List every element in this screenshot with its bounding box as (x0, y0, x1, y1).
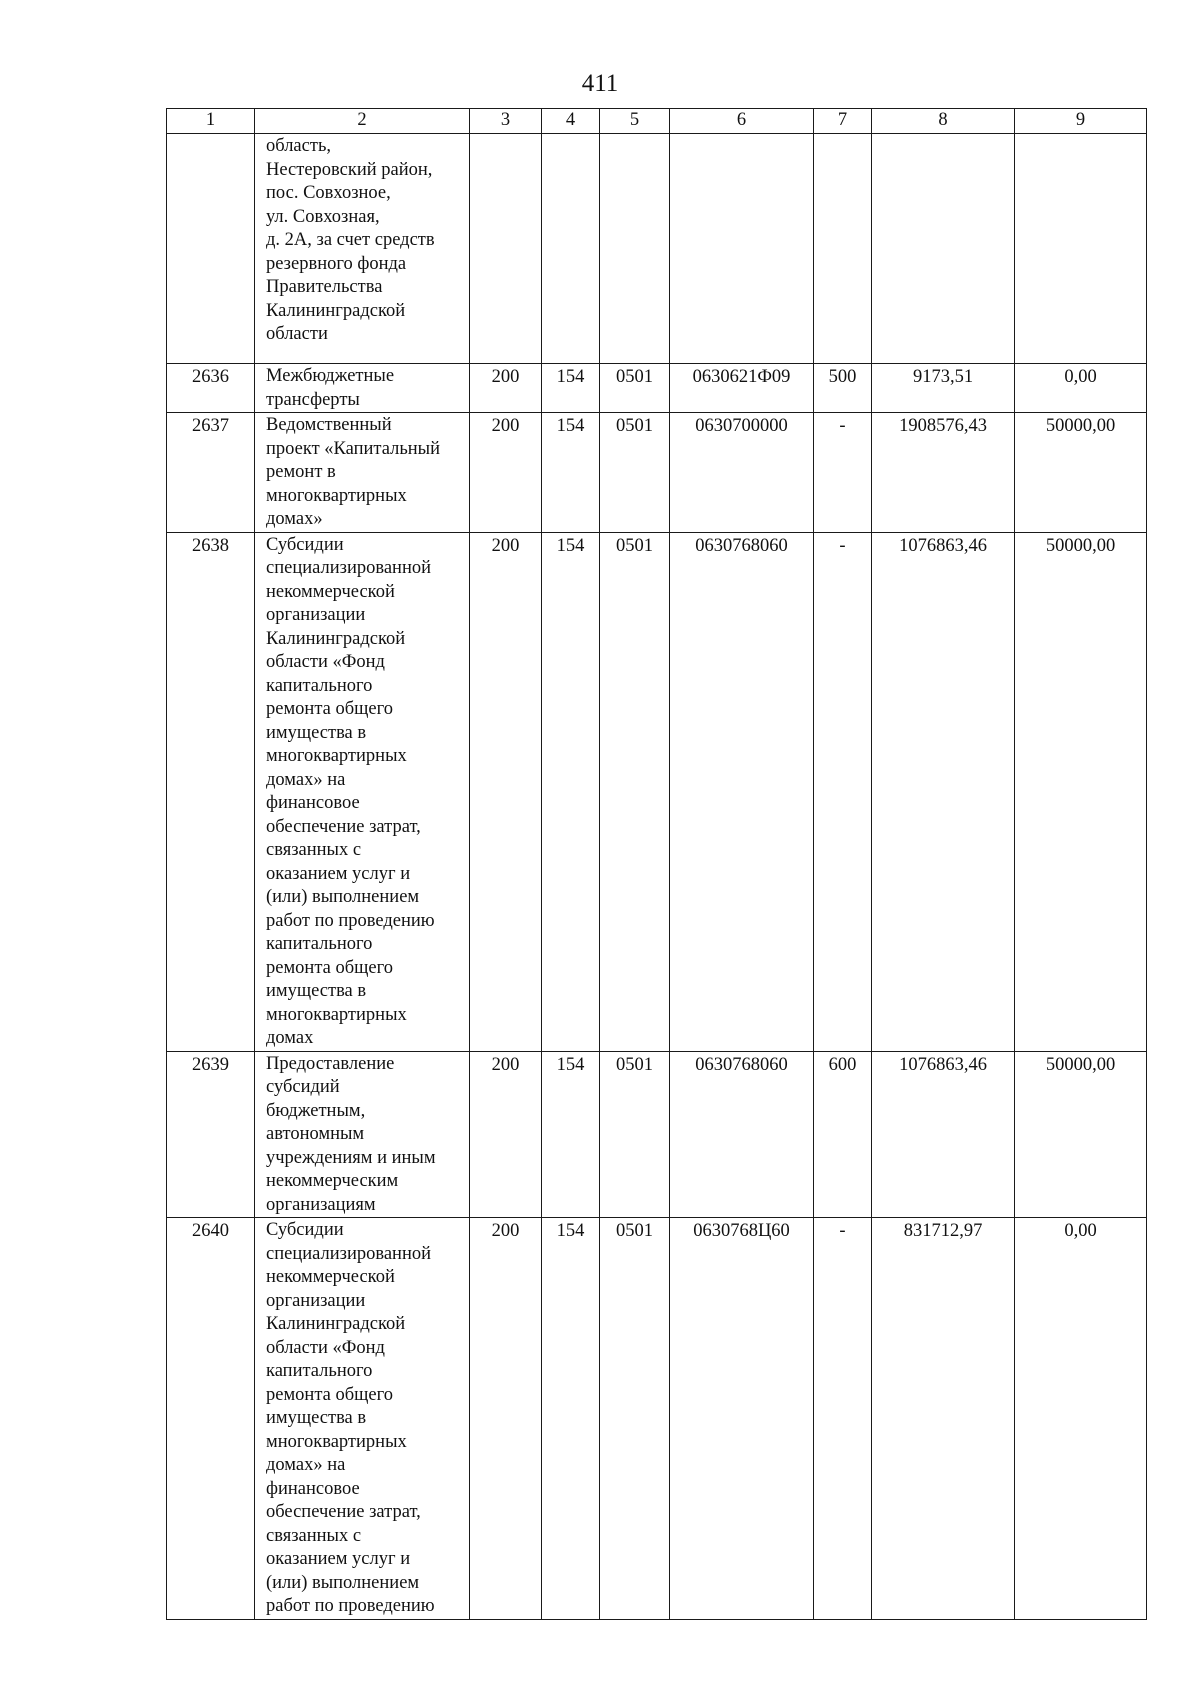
header-cell: 4 (542, 109, 600, 134)
table-body (167, 134, 1147, 1620)
row-name-cell: Субсидии специализированной некоммерческой организации Калининградской области «Фонд капитального ремонта общего имущества в многоквартирных домах» на финансовое обеспечение затрат, связанных с оказанием услуг и (или) выполнением работ по проведению (255, 1218, 470, 1620)
table-header-row (167, 109, 1147, 134)
amount-cell: 0,00 (1015, 1218, 1147, 1620)
amount-cell: 9173,51 (872, 364, 1015, 413)
code-cell: 0501 (600, 364, 670, 413)
header-cell: 3 (470, 109, 542, 134)
amount-cell: 50000,00 (1015, 532, 1147, 1051)
table-row (167, 134, 1147, 364)
row-number-cell: 2636 (167, 364, 255, 413)
header-cell: 8 (872, 109, 1015, 134)
amount-cell: 50000,00 (1015, 1051, 1147, 1218)
row-number-cell: 2640 (167, 1218, 255, 1620)
table-row (167, 1218, 1147, 1620)
amount-cell: 1908576,43 (872, 413, 1015, 533)
amount-cell: 50000,00 (1015, 413, 1147, 533)
code-cell: 0501 (600, 532, 670, 1051)
code-cell (600, 134, 670, 364)
code-cell: 200 (470, 364, 542, 413)
page-number: 411 (581, 70, 619, 97)
table-row (167, 1051, 1147, 1218)
row-number-cell: 2639 (167, 1051, 255, 1218)
code-cell: 0501 (600, 413, 670, 533)
amount-cell (872, 134, 1015, 364)
row-name-cell: Ведомственный проект «Капитальный ремонт в многоквартирных домах» (255, 413, 470, 533)
row-name-cell: Межбюджетные трансферты (255, 364, 470, 413)
code-cell: 200 (470, 1218, 542, 1620)
header-cell: 5 (600, 109, 670, 134)
header-cell: 1 (167, 109, 255, 134)
header-cell: 7 (814, 109, 872, 134)
code-cell (470, 134, 542, 364)
code-cell: 0501 (600, 1218, 670, 1620)
code-cell: 0630768060 (670, 532, 814, 1051)
code-cell: 154 (542, 364, 600, 413)
code-cell (542, 134, 600, 364)
code-cell: 154 (542, 413, 600, 533)
code-cell: 0630621Ф09 (670, 364, 814, 413)
code-cell: - (814, 413, 872, 533)
row-name-cell: область, Нестеровский район, пос. Совхозное, ул. Совхозная, д. 2А, за счет средств резервного фонда Правительства Калининградской области (255, 134, 470, 364)
amount-cell: 0,00 (1015, 364, 1147, 413)
code-cell: 600 (814, 1051, 872, 1218)
code-cell: 0630700000 (670, 413, 814, 533)
row-name-cell: Субсидии специализированной некоммерческой организации Калининградской области «Фонд капитального ремонта общего имущества в многоквартирных домах» на финансовое обеспечение затрат, связанных с оказанием услуг и (или) выполнением работ по проведению капитального ремонта общего имущества в многоквартирных домах (255, 532, 470, 1051)
header-cell: 9 (1015, 109, 1147, 134)
code-cell: 0630768060 (670, 1051, 814, 1218)
header-cell: 2 (255, 109, 470, 134)
code-cell: 0630768Ц60 (670, 1218, 814, 1620)
code-cell: 154 (542, 532, 600, 1051)
row-number-cell (167, 134, 255, 364)
code-cell: 0501 (600, 1051, 670, 1218)
table-row (167, 532, 1147, 1051)
code-cell (670, 134, 814, 364)
row-number-cell: 2638 (167, 532, 255, 1051)
amount-cell (1015, 134, 1147, 364)
budget-table (166, 108, 1147, 1620)
amount-cell: 1076863,46 (872, 1051, 1015, 1218)
amount-cell: 1076863,46 (872, 532, 1015, 1051)
row-name-cell: Предоставление субсидий бюджетным, автономным учреждениям и иным некоммерческим организациям (255, 1051, 470, 1218)
table-row (167, 413, 1147, 533)
code-cell: 154 (542, 1218, 600, 1620)
code-cell: 154 (542, 1051, 600, 1218)
row-number-cell: 2637 (167, 413, 255, 533)
code-cell: 500 (814, 364, 872, 413)
code-cell: 200 (470, 413, 542, 533)
table-row (167, 364, 1147, 413)
amount-cell: 831712,97 (872, 1218, 1015, 1620)
code-cell: - (814, 1218, 872, 1620)
code-cell: - (814, 532, 872, 1051)
header-cell: 6 (670, 109, 814, 134)
code-cell: 200 (470, 532, 542, 1051)
code-cell: 200 (470, 1051, 542, 1218)
code-cell (814, 134, 872, 364)
